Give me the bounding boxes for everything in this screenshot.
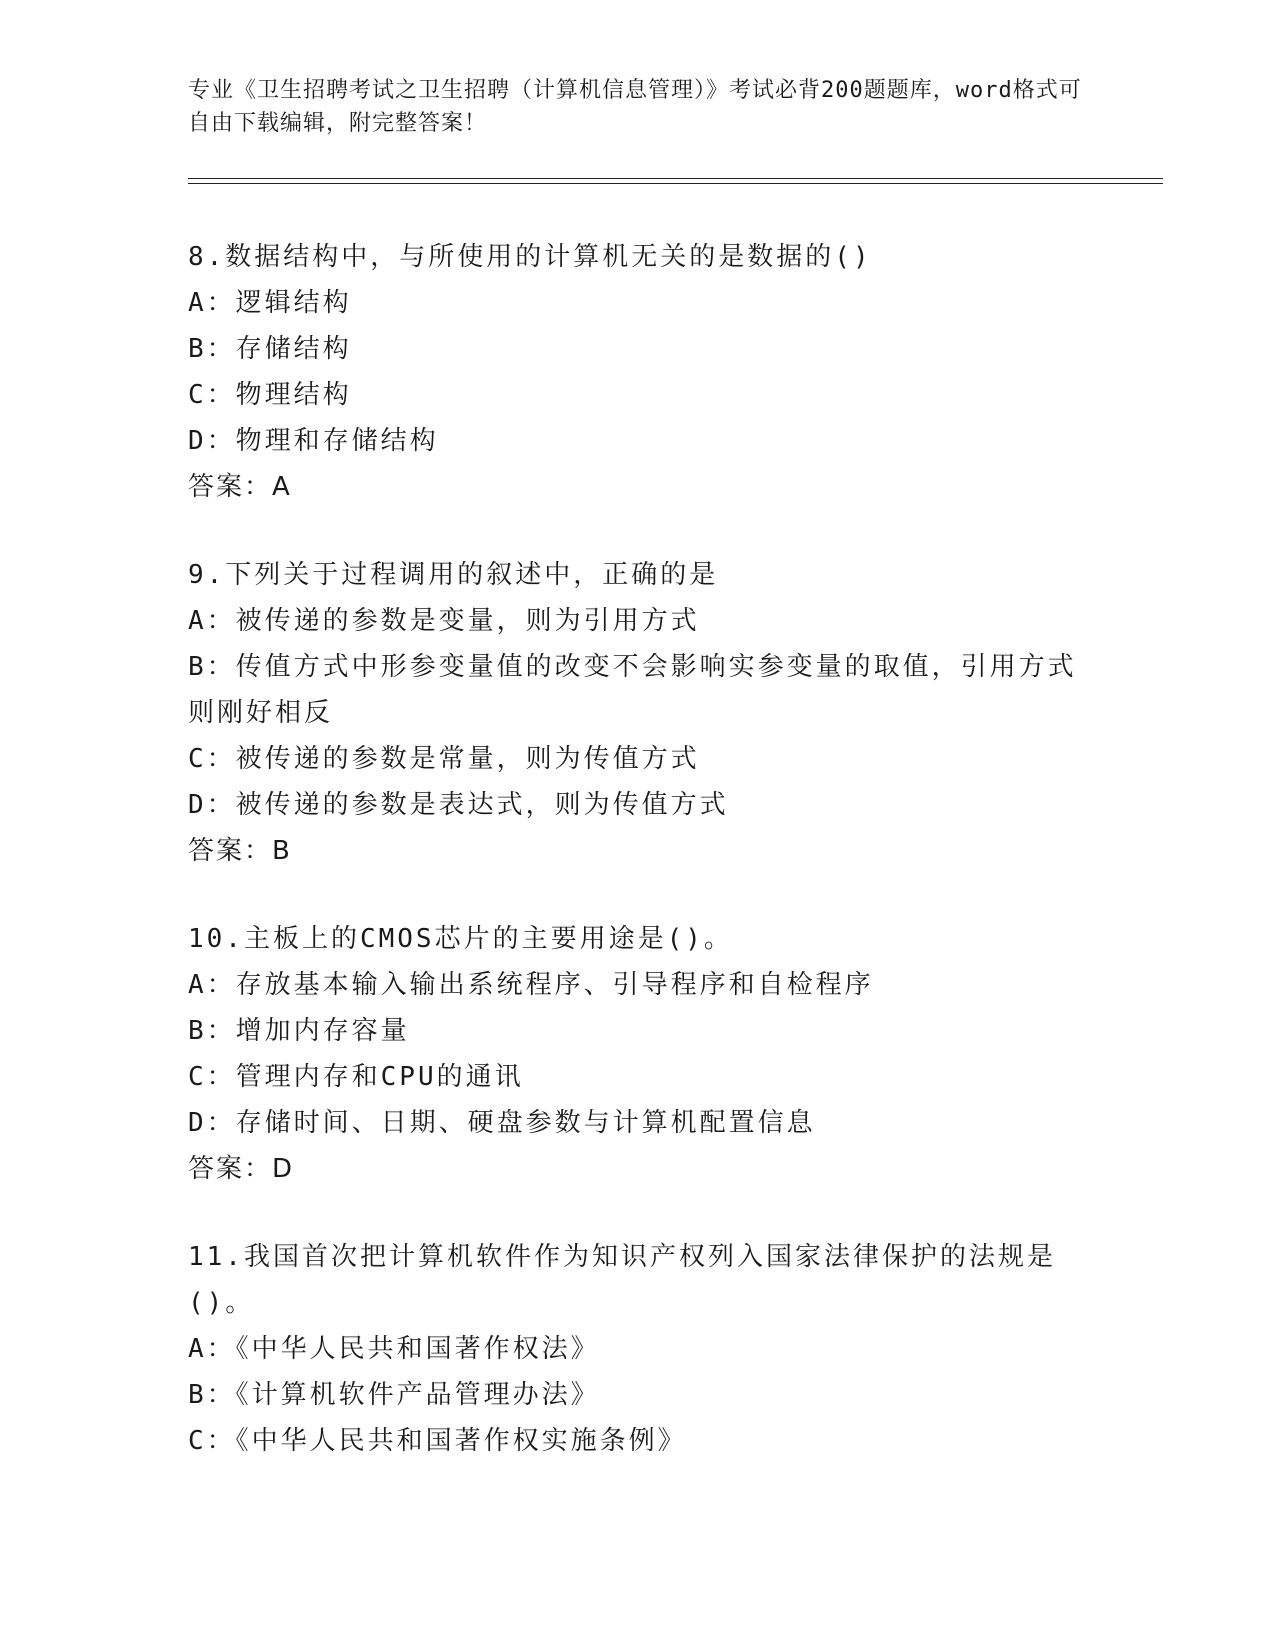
option-b: B：增加内存容量 xyxy=(188,1016,410,1046)
question-item xyxy=(188,916,1088,1192)
question-stem: 8.数据结构中，与所使用的计算机无关的是数据的() xyxy=(188,242,872,272)
option-b: B：存储结构 xyxy=(188,334,352,364)
question-stem: 9.下列关于过程调用的叙述中，正确的是 xyxy=(188,560,719,590)
option-b: B：传值方式中形参变量值的改变不会影响实参变量的取值，引用方式则刚好相反 xyxy=(188,652,1077,728)
option-c: C：《中华人民共和国著作权实施条例》 xyxy=(188,1426,687,1456)
question-item xyxy=(188,1234,1088,1464)
question-list xyxy=(188,234,1088,1506)
header-rule-bottom xyxy=(188,183,1163,184)
document-header: 专业《卫生招聘考试之卫生招聘（计算机信息管理）》考试必背200题题库，word格式可自由下载编辑，附完整答案！ xyxy=(188,78,1082,136)
option-a: A：《中华人民共和国著作权法》 xyxy=(188,1334,600,1364)
option-a: A：存放基本输入输出系统程序、引导程序和自检程序 xyxy=(188,970,874,1000)
header-rule-top xyxy=(188,178,1163,179)
question-item xyxy=(188,234,1088,510)
option-a: A：逻辑结构 xyxy=(188,288,352,318)
option-b: B：《计算机软件产品管理办法》 xyxy=(188,1380,600,1410)
option-d: D：物理和存储结构 xyxy=(188,426,439,456)
answer-line: 答案：D xyxy=(188,1154,295,1184)
option-c: C：管理内存和CPU的通讯 xyxy=(188,1062,524,1092)
option-c: C：被传递的参数是常量，则为传值方式 xyxy=(188,744,700,774)
option-d: D：被传递的参数是表达式，则为传值方式 xyxy=(188,790,729,820)
answer-line: 答案：B xyxy=(188,836,292,866)
question-stem: 10.主板上的CMOS芯片的主要用途是()。 xyxy=(188,924,733,954)
question-stem: 11.我国首次把计算机软件作为知识产权列入国家法律保护的法规是()。 xyxy=(188,1242,1056,1318)
option-a: A：被传递的参数是变量，则为引用方式 xyxy=(188,606,700,636)
option-d: D：存储时间、日期、硬盘参数与计算机配置信息 xyxy=(188,1108,816,1138)
option-c: C：物理结构 xyxy=(188,380,352,410)
question-item xyxy=(188,552,1088,874)
answer-line: 答案：A xyxy=(188,472,292,502)
